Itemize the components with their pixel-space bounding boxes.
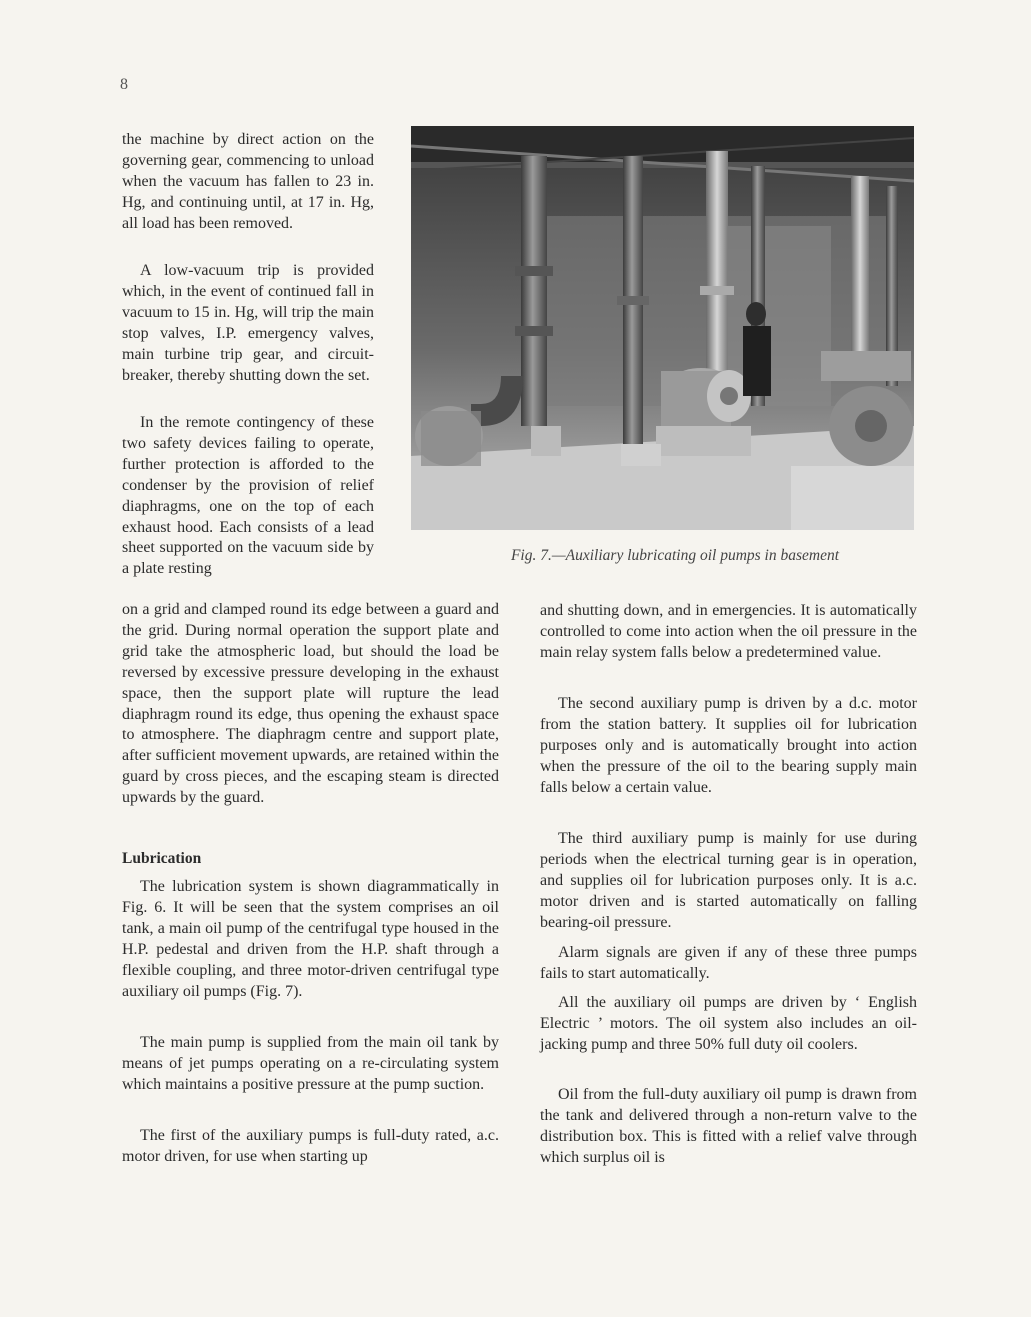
paragraph-first-auxiliary-pump: The first of the auxiliary pumps is full-duty rated, a.c. motor driven, for use when starting up — [122, 1127, 499, 1165]
paragraph-distribution-box: Oil from the full-duty auxiliary oil pump is drawn from the tank and delivered through a non-return valve to the distribution box. This is fitted with a relief valve through which surplus oil is — [540, 1086, 917, 1166]
paragraph-alarm-signals: Alarm signals are given if any of these three pumps fails to start automatically. — [540, 944, 917, 982]
paragraph-diaphragm-continued: on a grid and clamped round its edge between a guard and the grid. During normal operation the support plate and grid take the atmospheric load, but should the load be reversed by excessive pressure developing in the exhaust space, then the support plate will rupture the lead diaphragm round its edge, thus opening the exhaust space to atmosphere. The diaphragm centre and support plate, after sufficient movement upwards, are retained within the guard by cross pieces, and the escaping steam is directed upwards by the guard. — [122, 601, 499, 807]
paragraph-lubrication-system: The lubrication system is shown diagrammatically in Fig. 6. It will be seen that the system comprises an oil tank, a main oil pump of the centrifugal type housed in the H.P. pedestal and driven from the H.P. shaft through a flexible coupling, and three motor-driven centrifugal type auxiliary oil pumps (Fig. 7). — [122, 878, 499, 1000]
figure-caption: Fig. 7.—Auxiliary lubricating oil pumps in basement — [510, 547, 840, 564]
paragraph-main-pump: The main pump is supplied from the main oil tank by means of jet pumps operating on a re-circulating system which maintains a positive pressure at the pump suction. — [122, 1034, 499, 1093]
paragraph-diaphragm-intro: the machine by direct action on the governing gear, commencing to unload when the vacuum has fallen to 23 in. Hg, and continuing until, at 17 in. Hg, all load has been removed. — [122, 131, 374, 232]
page-number: 8 — [120, 76, 128, 93]
paragraph-shutting-down: and shutting down, and in emergencies. It is automatically controlled to come into action when the oil pressure in the main relay system falls below a predetermined value. — [540, 602, 917, 661]
paragraph-relief-diaphragms: In the remote contingency of these two safety devices failing to operate, further protection is afforded to the condenser by the provision of relief diaphragms, one on the top of each exhaust hood. Each consists of a lead sheet supported on the vacuum side by a plate resting — [122, 414, 374, 578]
figure-photo-oil-pumps — [411, 126, 914, 530]
paragraph-third-auxiliary-pump: The third auxiliary pump is mainly for use during periods when the electrical turning gear is in operation, and supplies oil for lubrication purposes only. It is a.c. motor driven and is started automatically on falling bearing-oil pressure. — [540, 830, 917, 931]
section-heading-lubrication: Lubrication — [122, 850, 202, 867]
paragraph-second-auxiliary-pump: The second auxiliary pump is driven by a d.c. motor from the station battery. It supplies oil for lubrication purposes only and is automatically brought into action when the pressure of the oil to the bearing supply main falls below a certain value. — [540, 695, 917, 796]
photo-illustration — [411, 126, 914, 530]
paragraph-english-electric-motors: All the auxiliary oil pumps are driven by ‘ English Electric ’ motors. The oil system also includes an oil-jacking pump and three 50% full duty oil coolers. — [540, 994, 917, 1053]
paragraph-low-vacuum-trip: A low-vacuum trip is provided which, in the event of continued fall in vacuum to 15 in. Hg, will trip the main stop valves, I.P. emergency valves, main turbine trip gear, and circuit-breaker, thereby shutting down the set. — [122, 262, 374, 384]
